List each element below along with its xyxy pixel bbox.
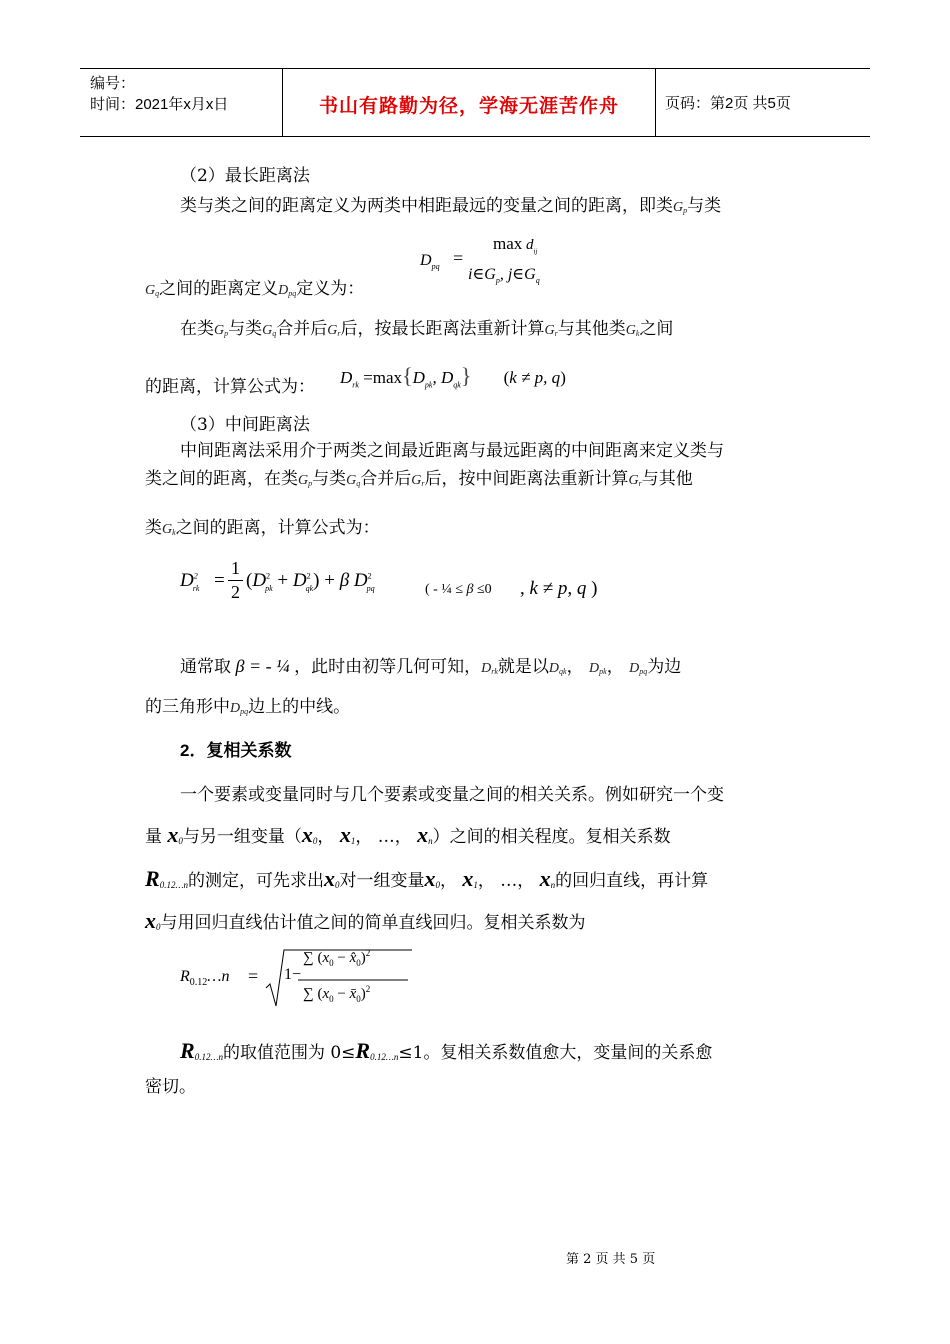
section-heading-multiple-correlation: 2．复相关系数: [180, 741, 292, 760]
paragraph-line: 的三角形中$D_{pq}$边上的中线。: [145, 697, 351, 717]
paragraph-line: $R_{0.12\dots n}$的取值范围为 $0\le R_{0.12\dots n}\le 1$。复相关系数值愈大，变量间的关系愈: [180, 1038, 713, 1063]
page-header: [80, 68, 870, 137]
paragraph-line: 一个要素或变量同时与几个要素或变量之间的相关关系。例如研究一个变: [180, 785, 724, 805]
formula-multiple-correlation: $R_{0.12}\dots n$ = 1− ∑ ($x_0$ − $x̂_0)^2$ ∑ ($x_0$ − $x̄_0)^2$: [180, 944, 420, 1014]
paragraph-line: 通常取 β = - ¼ ，此时由初等几何可知，$D_{rk}$就是以$D_{qk}$， $D_{pk}$， $D_{pq}$为边: [180, 656, 682, 677]
paragraph-line: 量 $x_0$与另一组变量（$x_0$， $x_1$， …， $x_n$）之间的相关程度。复相关系数: [145, 822, 671, 847]
header-meta: [90, 73, 228, 115]
paragraph-line: $R_{0.12\dots n}$的测定，可先求出$x_0$对一组变量$x_0$， $x_1$， …， $x_n$的回归直线，再计算: [145, 866, 709, 891]
paragraph-line: 类$G_k$之间的距离，计算公式为：: [145, 518, 380, 538]
paragraph-line: 在类$G_p$与类$G_q$合并后$G_r$后，按最长距离法重新计算$G_r$与其他类$G_k$之间: [180, 319, 674, 339]
paragraph-line: 类与类之间的距离定义为两类中相距最远的变量之间的距离，即类$G_p$与类: [180, 196, 722, 216]
section-title-longest-distance: （2）最长距离法: [180, 166, 310, 186]
page-footer: 第 2 页 共 5 页: [566, 1252, 656, 1267]
paragraph-line: $x_0$与用回归直线估计值之间的简单直线回归。复相关系数为: [145, 908, 586, 933]
doc-number-label: 编号：: [90, 75, 136, 92]
header-divider: [655, 69, 656, 136]
paragraph-line: 中间距离法采用介于两类之间最近距离与最远距离的中间距离来定义类与: [180, 441, 724, 461]
formula-median-distance: $D^2_{rk}$ = 1 2 $(D^2_{pk} + D^2_{qk}) + \beta$ $D^2_{pq}$ ( - ¼ ≤ β ≤0 , k ≠ p, q ): [180, 558, 598, 602]
header-page-info: 页码：第2页 共5页: [665, 95, 791, 112]
header-motto: 书山有路勤为径，学海无涯苦作舟: [318, 96, 619, 117]
section-title-median-distance: （3）中间距离法: [180, 415, 310, 435]
paragraph-line: $G_q$之间的距离定义$D_{pq}$定义为：: [145, 279, 365, 299]
doc-date-label: 时间：2021年x月x日: [90, 96, 229, 113]
paragraph-line: 的距离，计算公式为：: [145, 377, 315, 397]
paragraph-line: 密切。: [145, 1077, 196, 1097]
formula-drk-longest: $D_{rk} =\max\{D_{pk}$, $D_{qk}$} (k ≠ p, q): [340, 363, 566, 390]
paragraph-line: 类之间的距离，在类$G_p$与类$G_q$合并后$G_r$后，按中间距离法重新计算$G_r$与其他: [145, 469, 693, 489]
